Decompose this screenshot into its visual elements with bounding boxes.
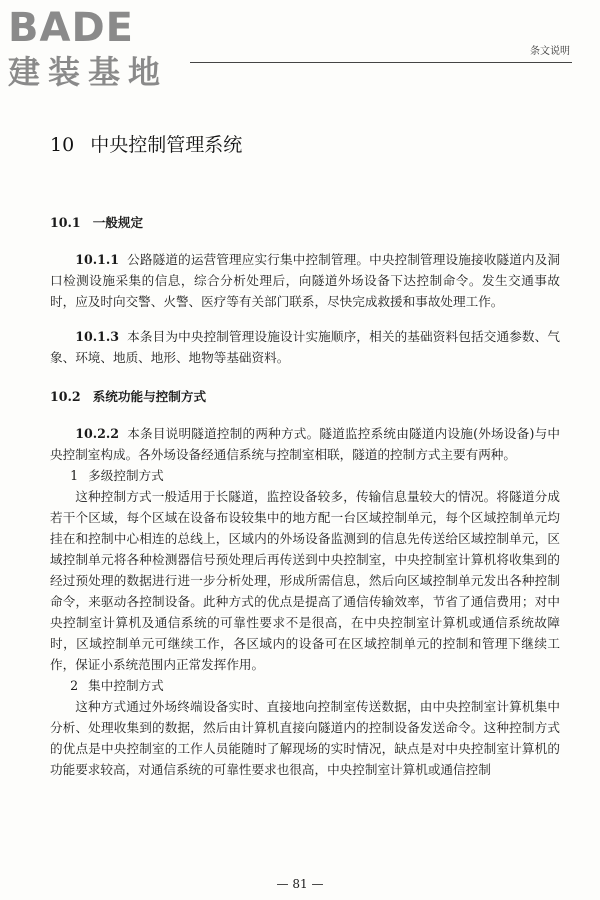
clause-number: 10.1.3 (75, 329, 120, 344)
clause-10-1-3 (50, 326, 560, 368)
logo-latin-text: BADE (8, 5, 134, 51)
section-number: 10.1 (50, 215, 81, 230)
item-text-1: 这种控制方式一般适用于长隧道，监控设备较多，传输信息量较大的情况。将隧道分成若干个区域，每个区域在设备布设较集中的地方配一台区域控制单元，每个区域控制单元均挂在和控制中心相连的总线上，区域内的外场设备监测到的信息先传送给区域控制单元，区域控制单元将各种检测器信号预处理后再传送到中央控制室，中央控制室计算机将收集到的经过预处理的数据进行进一步分析处理，形成所需信息，然后向区域控制单元发出各种控制命令，来驱动各控制设备。此种方式的优点是提高了通信传输效率，节省了通信费用；对中央控制室计算机及通信系统的可靠性要求不是很高，在中央控制室计算机或通信系统故障时，区域控制单元可继续工作，各区域内的设备可在区域控制单元的控制和管理下继续工作，保证小系统范围内正常发挥作用。 (50, 489, 560, 672)
item-text-2: 这种方式通过外场终端设备实时、直接地向控制室传送数据，由中央控制室计算机集中分析、处理收集到的数据，然后由计算机直接向隧道内的控制设备发送命令。这种控制方式的优点是中央控制室的工作人员能随时了解现场的实时情况，缺点是对中央控制室计算机的功能要求较高，对通信系统的可靠性要求也很高，中央控制室计算机或通信控制 (50, 699, 560, 777)
running-header: 条文说明 (530, 46, 570, 57)
section-heading-10-1 (50, 212, 560, 233)
item-title: 多级控制方式 (88, 468, 164, 483)
chapter-name: 中央控制管理系统 (90, 134, 243, 156)
header-rule (190, 62, 572, 63)
clause-10-1-1 (50, 249, 560, 312)
section-number: 10.2 (50, 389, 81, 404)
chapter-number: 10 (50, 134, 75, 156)
item-number: 2 (70, 678, 79, 693)
section-title: 一般规定 (92, 215, 144, 230)
page-number: — 81 — (276, 877, 324, 891)
section-title: 系统功能与控制方式 (92, 389, 207, 404)
item-number: 1 (70, 468, 79, 483)
clause-text: 本条目为中央控制管理设施设计实施顺序，相关的基础资料包括交通参数、气象、环境、地质、地形、地物等基础资料。 (50, 329, 560, 365)
item-heading-2 (50, 675, 560, 696)
item-title: 集中控制方式 (88, 678, 164, 693)
section-heading-10-2 (50, 386, 560, 407)
item-heading-1 (50, 465, 560, 486)
clause-text: 公路隧道的运营管理应实行集中控制管理。中央控制管理设施接收隧道内及洞口检测设施采集的信息，综合分析处理后，向隧道外场设备下达控制命令。发生交通事故时，应及时向交警、火警、医疗等有关部门联系，尽快完成救援和事故处理工作。 (50, 252, 560, 309)
clause-text: 本条目说明隧道控制的两种方式。隧道监控系统由隧道内设施(外场设备)与中央控制室构成。各外场设备经通信系统与控制室相联，隧道的控制方式主要有两种。 (50, 426, 560, 462)
clause-number: 10.2.2 (75, 426, 120, 441)
clause-10-2-2 (50, 423, 560, 465)
logo-chinese-text: 建装基地 (8, 53, 169, 91)
bade-logo (8, 6, 178, 94)
body-text (50, 212, 560, 780)
chapter-title (50, 130, 242, 157)
clause-number: 10.1.1 (75, 252, 120, 267)
